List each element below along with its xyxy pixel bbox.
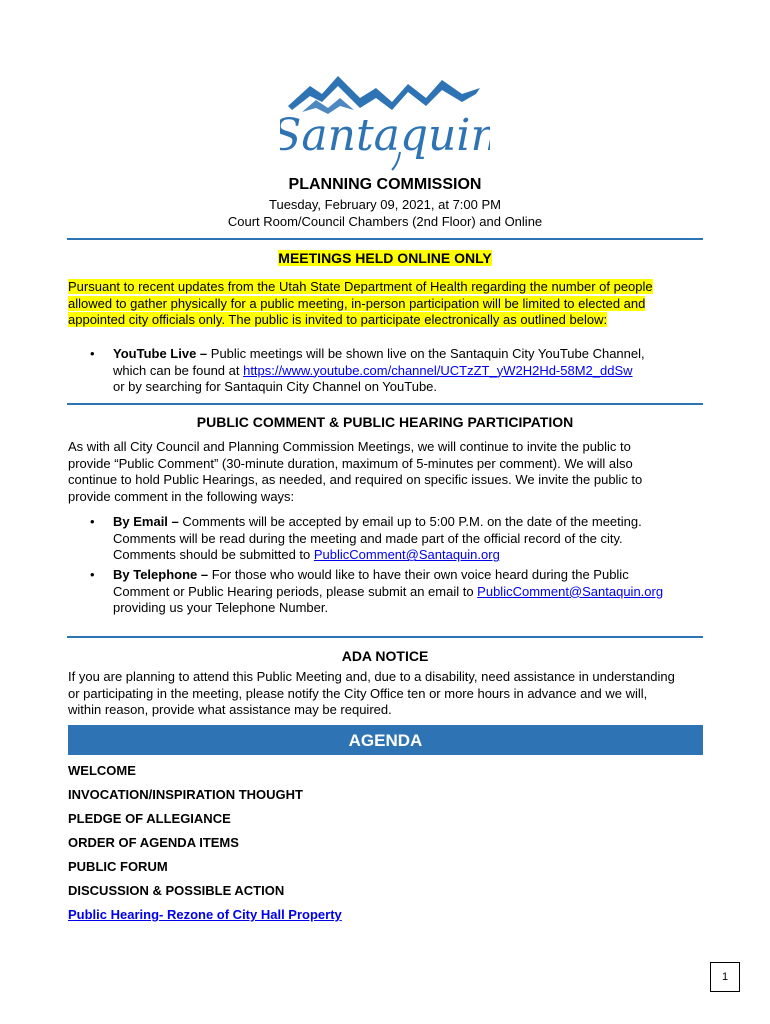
- telephone-text: For those who would like to have their own voice heard during the Public: [208, 567, 629, 582]
- agenda-item: PLEDGE OF ALLEGIANCE: [68, 811, 231, 826]
- ada-line: within reason, provide what assistance may be required.: [68, 702, 392, 718]
- youtube-text: Public meetings will be shown live on the Santaquin City YouTube Channel,: [207, 346, 645, 361]
- online-notice-line: allowed to gather physically for a public meeting, in-person participation will be limited to elected and: [68, 295, 646, 311]
- public-comment-paragraph: [68, 439, 708, 505]
- meeting-location: Court Room/Council Chambers (2nd Floor) and Online: [227, 214, 543, 229]
- online-notice-line: Pursuant to recent updates from the Utah State Department of Health regarding the number of people: [68, 279, 653, 294]
- public-comment-line: provide “Public Comment” (30-minute duration, maximum of 5-minutes per comment). We will also: [68, 455, 633, 471]
- mountain-logo-icon: [280, 72, 490, 174]
- email-text: Comments will be accepted by email up to 5:00 P.M. on the date of the meeting.: [178, 514, 642, 529]
- agenda-item: WELCOME: [68, 763, 136, 778]
- page-number: 1: [710, 962, 740, 992]
- online-notice-heading-text: MEETINGS HELD ONLINE ONLY: [278, 250, 492, 266]
- public-comment-line: As with all City Council and Planning Commission Meetings, we will continue to invite the public to: [68, 439, 631, 454]
- bullet-icon: •: [90, 346, 95, 361]
- ada-line: If you are planning to attend this Public Meeting and, due to a disability, need assistance in understanding: [68, 669, 675, 684]
- telephone-lead: By Telephone –: [113, 567, 209, 582]
- bullet-icon: •: [90, 567, 95, 582]
- youtube-text: which can be found at: [113, 362, 244, 378]
- divider: [67, 403, 703, 405]
- email-text: Comments will be read during the meeting and made part of the official record of the city.: [113, 530, 623, 546]
- agenda-item: ORDER OF AGENDA ITEMS: [68, 835, 239, 850]
- public-comment-email-link[interactable]: PublicComment@Santaquin.org: [313, 547, 500, 563]
- telephone-text: Comment or Public Hearing periods, please submit an email to: [113, 583, 478, 599]
- email-lead: By Email –: [113, 514, 179, 529]
- online-notice-paragraph: [68, 279, 708, 329]
- ada-line: or participating in the meeting, please notify the City Office ten or more hours in advance and we will,: [68, 685, 648, 701]
- public-hearing-link[interactable]: Public Hearing- Rezone of City Hall Property: [68, 907, 342, 922]
- youtube-text: or by searching for Santaquin City Channel on YouTube.: [113, 379, 438, 395]
- logo-wordmark: Santaquin: [280, 110, 490, 161]
- agenda-item: PUBLIC FORUM: [68, 859, 168, 874]
- telephone-email-link[interactable]: PublicComment@Santaquin.org: [477, 583, 664, 599]
- agenda-item: INVOCATION/INSPIRATION THOUGHT: [68, 787, 303, 802]
- email-text: Comments should be submitted to: [113, 547, 314, 563]
- bullet-icon: •: [90, 514, 95, 529]
- agenda-heading: AGENDA: [68, 725, 703, 755]
- ada-heading: ADA NOTICE: [341, 648, 429, 664]
- divider: [67, 238, 703, 240]
- divider: [67, 636, 703, 638]
- meeting-datetime: Tuesday, February 09, 2021, at 7:00 PM: [269, 197, 501, 212]
- public-comment-line: provide comment in the following ways:: [68, 488, 295, 504]
- youtube-lead: YouTube Live –: [113, 346, 208, 361]
- online-notice-line: appointed city officials only. The public is invited to participate electronically as outlined below:: [68, 312, 608, 328]
- public-comment-heading: PUBLIC COMMENT & PUBLIC HEARING PARTICIPATION: [196, 414, 574, 430]
- public-comment-line: continue to hold Public Hearings, as needed, and required on specific issues. We invite the public to: [68, 472, 643, 488]
- online-notice-heading: [0, 250, 770, 266]
- agenda-item: DISCUSSION & POSSIBLE ACTION: [68, 883, 285, 898]
- youtube-channel-link[interactable]: https://www.youtube.com/channel/UCTzZT_yW2H2Hd-58M2_ddSw: [243, 362, 633, 378]
- ada-paragraph: [68, 669, 708, 719]
- telephone-text: providing us your Telephone Number.: [113, 600, 329, 616]
- santaquin-logo: [280, 72, 490, 174]
- page-title: PLANNING COMMISSION: [288, 176, 482, 193]
